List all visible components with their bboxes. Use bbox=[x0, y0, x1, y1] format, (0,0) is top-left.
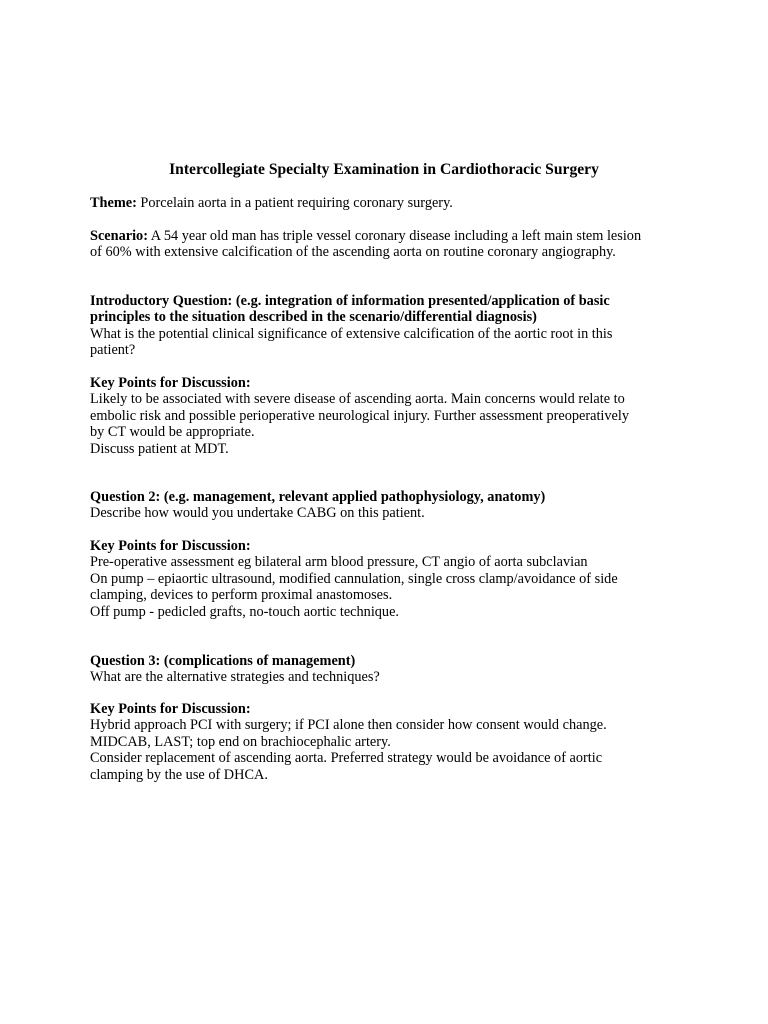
introductory-point: embolic risk and possible perioperative neurological injury. Further assessment preoperatively bbox=[90, 407, 630, 424]
question-3-point: clamping by the use of DHCA. bbox=[90, 766, 268, 783]
question-2-point: On pump – epiaortic ultrasound, modified cannulation, single cross clamp/avoidance of side bbox=[90, 570, 618, 587]
introductory-heading-line-2: principles to the situation described in the scenario/differential diagnosis) bbox=[90, 309, 537, 326]
introductory-key-points bbox=[90, 375, 690, 457]
question-2-point: Pre-operative assessment eg bilateral arm blood pressure, CT angio of aorta subclavian bbox=[90, 554, 588, 571]
introductory-point: Likely to be associated with severe disease of ascending aorta. Main concerns would relate to bbox=[90, 391, 625, 408]
introductory-heading-line-1: Introductory Question: (e.g. integration of information presented/application of basic bbox=[90, 293, 610, 309]
question-2-heading: Question 2: (e.g. management, relevant applied pathophysiology, anatomy) bbox=[90, 489, 546, 505]
question-2-section bbox=[90, 489, 690, 522]
theme-paragraph bbox=[90, 195, 690, 211]
scenario-paragraph bbox=[90, 228, 690, 261]
scenario-text-line-1: A 54 year old man has triple vessel coronary disease including a left main stem lesion bbox=[147, 228, 642, 244]
scenario-text-line-2: of 60% with extensive calcification of the ascending aorta on routine coronary angiography. bbox=[90, 244, 616, 261]
question-3-point: Hybrid approach PCI with surgery; if PCI alone then consider how consent would change. bbox=[90, 717, 607, 734]
theme-text: Porcelain aorta in a patient requiring coronary surgery. bbox=[136, 195, 453, 211]
question-3-point: MIDCAB, LAST; top end on brachiocephalic artery. bbox=[90, 733, 391, 750]
question-3-point: Consider replacement of ascending aorta. Preferred strategy would be avoidance of aortic bbox=[90, 750, 603, 767]
introductory-question-line-2: patient? bbox=[90, 342, 136, 359]
scenario-label: Scenario: bbox=[90, 228, 148, 244]
question-3-key-points bbox=[90, 701, 690, 783]
theme-label: Theme: bbox=[90, 195, 137, 211]
page-title: Intercollegiate Specialty Examination in Cardiothoracic Surgery bbox=[169, 161, 599, 178]
question-2-key-points bbox=[90, 538, 690, 620]
question-2-key-points-label: Key Points for Discussion: bbox=[90, 538, 251, 554]
question-2-point: clamping, devices to perform proximal anastomoses. bbox=[90, 587, 393, 604]
question-3-text: What are the alternative strategies and techniques? bbox=[90, 669, 380, 686]
question-2-text: Describe how would you undertake CABG on this patient. bbox=[90, 505, 425, 522]
question-3-key-points-label: Key Points for Discussion: bbox=[90, 701, 251, 717]
introductory-point: by CT would be appropriate. bbox=[90, 424, 255, 441]
introductory-point: Discuss patient at MDT. bbox=[90, 440, 229, 457]
question-3-heading: Question 3: (complications of management) bbox=[90, 653, 356, 669]
introductory-key-points-label: Key Points for Discussion: bbox=[90, 375, 251, 391]
introductory-question-section bbox=[90, 293, 690, 359]
question-2-point: Off pump - pedicled grafts, no-touch aortic technique. bbox=[90, 603, 400, 620]
introductory-question-line-1: What is the potential clinical significance of extensive calcification of the aortic root in this bbox=[90, 325, 613, 342]
question-3-section bbox=[90, 653, 690, 686]
